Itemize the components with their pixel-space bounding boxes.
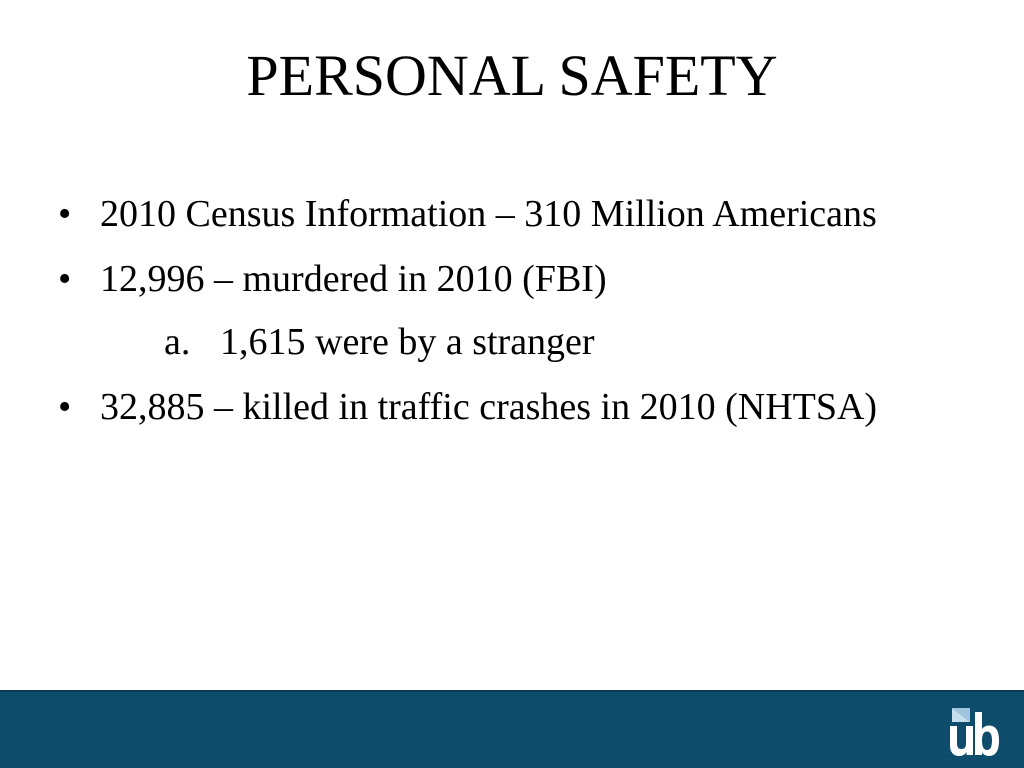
bullet-list xyxy=(58,188,958,446)
bullet-marker: • xyxy=(58,193,72,235)
bullet-item-census xyxy=(58,188,958,240)
ub-logo-icon xyxy=(946,708,1000,756)
bullet-marker: • xyxy=(58,258,72,300)
bullet-item-traffic xyxy=(58,381,958,433)
slide-title: PERSONAL SAFETY xyxy=(246,43,778,108)
footer-bar xyxy=(0,690,1024,768)
bullet-item-murdered xyxy=(58,253,958,305)
bullet-text: 2010 Census Information – 310 Million Americans xyxy=(100,193,877,235)
bullet-text: 12,996 – murdered in 2010 (FBI) xyxy=(100,258,607,300)
bullet-marker: • xyxy=(58,386,72,428)
bullet-text: 32,885 – killed in traffic crashes in 2010 (NHTSA) xyxy=(100,386,878,428)
sub-item-marker: a. xyxy=(164,321,191,363)
sub-item-stranger xyxy=(58,316,958,368)
sub-item-text: 1,615 were by a stranger xyxy=(220,321,595,363)
